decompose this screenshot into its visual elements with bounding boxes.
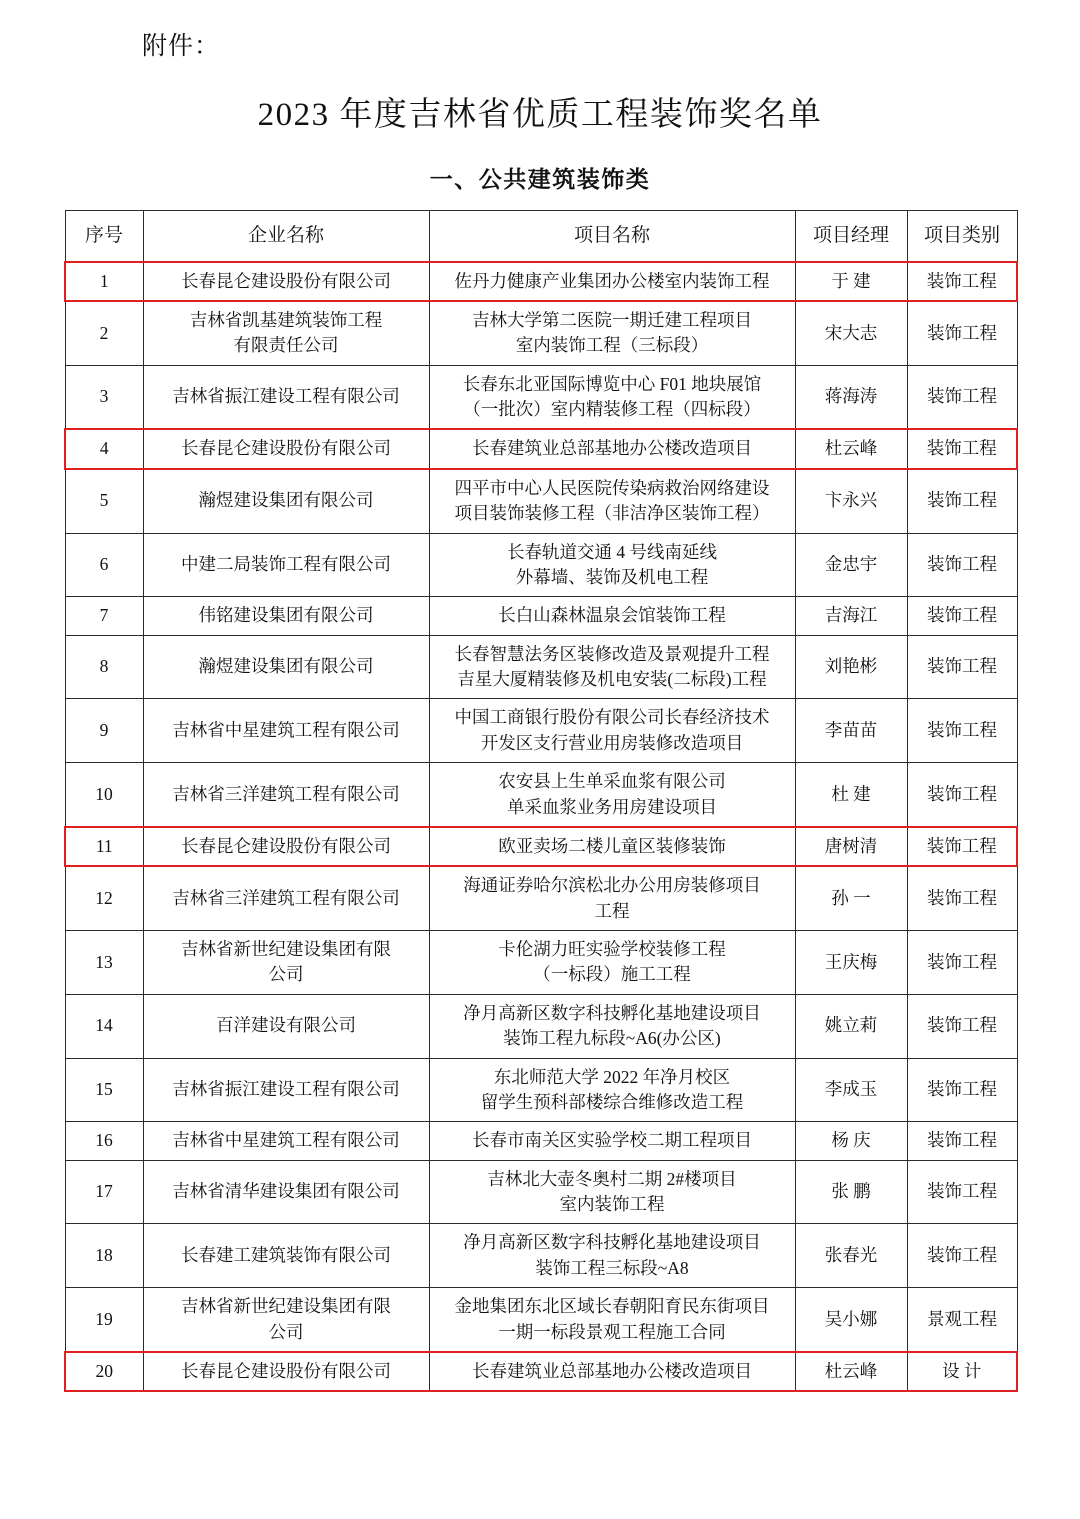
cell-index: 7 — [65, 597, 143, 635]
cell-manager: 唐树清 — [795, 827, 907, 866]
cell-company: 吉林省中星建筑工程有限公司 — [143, 1122, 429, 1160]
cell-manager: 杜云峰 — [795, 429, 907, 468]
table-row — [65, 301, 1017, 365]
column-header-company: 企业名称 — [143, 211, 429, 262]
cell-category: 装饰工程 — [907, 699, 1017, 763]
cell-index: 3 — [65, 365, 143, 429]
cell-company: 长春建工建筑装饰有限公司 — [143, 1224, 429, 1288]
cell-index: 9 — [65, 699, 143, 763]
cell-company: 长春昆仑建设股份有限公司 — [143, 262, 429, 301]
table-row — [65, 827, 1017, 866]
table-row — [65, 365, 1017, 429]
cell-index: 20 — [65, 1352, 143, 1391]
cell-company: 吉林省清华建设集团有限公司 — [143, 1160, 429, 1224]
cell-category: 装饰工程 — [907, 262, 1017, 301]
cell-index: 12 — [65, 866, 143, 930]
table-row — [65, 994, 1017, 1058]
cell-index: 16 — [65, 1122, 143, 1160]
cell-company: 长春昆仑建设股份有限公司 — [143, 827, 429, 866]
cell-manager: 吴小娜 — [795, 1288, 907, 1352]
cell-category: 装饰工程 — [907, 827, 1017, 866]
cell-project: 海通证券哈尔滨松北办公用房装修项目 工程 — [429, 866, 795, 930]
cell-category: 装饰工程 — [907, 994, 1017, 1058]
table-row — [65, 262, 1017, 301]
table-row — [65, 866, 1017, 930]
table-header-row — [65, 211, 1017, 262]
cell-project: 长白山森林温泉会馆装饰工程 — [429, 597, 795, 635]
cell-manager: 于 建 — [795, 262, 907, 301]
cell-index: 6 — [65, 533, 143, 597]
cell-manager: 杨 庆 — [795, 1122, 907, 1160]
table-row — [65, 635, 1017, 699]
cell-company: 瀚煜建设集团有限公司 — [143, 635, 429, 699]
cell-index: 14 — [65, 994, 143, 1058]
cell-category: 装饰工程 — [907, 1122, 1017, 1160]
cell-manager: 张春光 — [795, 1224, 907, 1288]
cell-category: 装饰工程 — [907, 1160, 1017, 1224]
cell-category: 装饰工程 — [907, 533, 1017, 597]
cell-index: 8 — [65, 635, 143, 699]
cell-company: 瀚煜建设集团有限公司 — [143, 469, 429, 533]
cell-company: 长春昆仑建设股份有限公司 — [143, 429, 429, 468]
cell-category: 装饰工程 — [907, 1058, 1017, 1122]
cell-category: 装饰工程 — [907, 301, 1017, 365]
cell-category: 装饰工程 — [907, 1224, 1017, 1288]
cell-company: 吉林省三洋建筑工程有限公司 — [143, 866, 429, 930]
cell-project: 中国工商银行股份有限公司长春经济技术 开发区支行营业用房装修改造项目 — [429, 699, 795, 763]
cell-manager: 姚立莉 — [795, 994, 907, 1058]
cell-project: 长春智慧法务区装修改造及景观提升工程 吉星大厦精装修及机电安装(二标段)工程 — [429, 635, 795, 699]
cell-manager: 杜云峰 — [795, 1352, 907, 1391]
table-row — [65, 533, 1017, 597]
cell-project: 欧亚卖场二楼儿童区装修装饰 — [429, 827, 795, 866]
table-header — [65, 211, 1017, 262]
cell-manager: 金忠宇 — [795, 533, 907, 597]
cell-category: 装饰工程 — [907, 365, 1017, 429]
column-header-project: 项目名称 — [429, 211, 795, 262]
cell-category: 景观工程 — [907, 1288, 1017, 1352]
cell-index: 11 — [65, 827, 143, 866]
cell-index: 19 — [65, 1288, 143, 1352]
cell-manager: 李成玉 — [795, 1058, 907, 1122]
cell-manager: 卞永兴 — [795, 469, 907, 533]
cell-company: 吉林省凯基建筑装饰工程 有限责任公司 — [143, 301, 429, 365]
cell-company: 伟铭建设集团有限公司 — [143, 597, 429, 635]
cell-category: 装饰工程 — [907, 429, 1017, 468]
table-row — [65, 763, 1017, 827]
cell-category: 装饰工程 — [907, 469, 1017, 533]
table-row — [65, 1058, 1017, 1122]
cell-index: 18 — [65, 1224, 143, 1288]
table-row — [65, 1224, 1017, 1288]
cell-project: 长春东北亚国际博览中心 F01 地块展馆 （一批次）室内精装修工程（四标段） — [429, 365, 795, 429]
cell-project: 长春轨道交通 4 号线南延线 外幕墙、装饰及机电工程 — [429, 533, 795, 597]
cell-category: 装饰工程 — [907, 635, 1017, 699]
cell-category: 装饰工程 — [907, 866, 1017, 930]
cell-company: 百洋建设有限公司 — [143, 994, 429, 1058]
award-list-table — [64, 210, 1018, 1392]
page-title: 2023 年度吉林省优质工程装饰奖名单 — [257, 97, 823, 133]
column-header-index: 序号 — [65, 211, 143, 262]
table-row — [65, 699, 1017, 763]
cell-company: 吉林省中星建筑工程有限公司 — [143, 699, 429, 763]
cell-project: 长春建筑业总部基地办公楼改造项目 — [429, 1352, 795, 1391]
cell-company: 吉林省新世纪建设集团有限 公司 — [143, 931, 429, 995]
table-row — [65, 597, 1017, 635]
column-header-category: 项目类别 — [907, 211, 1017, 262]
cell-company: 吉林省新世纪建设集团有限 公司 — [143, 1288, 429, 1352]
cell-company: 吉林省振江建设工程有限公司 — [143, 365, 429, 429]
table-row — [65, 1288, 1017, 1352]
cell-index: 2 — [65, 301, 143, 365]
cell-category: 装饰工程 — [907, 597, 1017, 635]
cell-manager: 孙 一 — [795, 866, 907, 930]
cell-company: 中建二局装饰工程有限公司 — [143, 533, 429, 597]
cell-manager: 张 鹏 — [795, 1160, 907, 1224]
cell-category: 装饰工程 — [907, 763, 1017, 827]
table-row — [65, 429, 1017, 468]
table-row — [65, 469, 1017, 533]
cell-project: 佐丹力健康产业集团办公楼室内装饰工程 — [429, 262, 795, 301]
cell-company: 吉林省三洋建筑工程有限公司 — [143, 763, 429, 827]
cell-project: 长春建筑业总部基地办公楼改造项目 — [429, 429, 795, 468]
cell-project: 金地集团东北区域长春朝阳育民东街项目 一期一标段景观工程施工合同 — [429, 1288, 795, 1352]
table-body — [65, 262, 1017, 1392]
section-title: 一、公共建筑装饰类 — [429, 166, 651, 192]
cell-index: 17 — [65, 1160, 143, 1224]
cell-project: 吉林大学第二医院一期迁建工程项目 室内装饰工程（三标段） — [429, 301, 795, 365]
cell-project: 净月高新区数字科技孵化基地建设项目 装饰工程三标段~A8 — [429, 1224, 795, 1288]
table-row — [65, 1352, 1017, 1391]
cell-manager: 蒋海涛 — [795, 365, 907, 429]
cell-project: 农安县上生单采血浆有限公司 单采血浆业务用房建设项目 — [429, 763, 795, 827]
table-row — [65, 1122, 1017, 1160]
cell-manager: 宋大志 — [795, 301, 907, 365]
cell-index: 4 — [65, 429, 143, 468]
cell-index: 15 — [65, 1058, 143, 1122]
cell-index: 10 — [65, 763, 143, 827]
attachment-label: 附件： — [142, 33, 221, 60]
cell-project: 卡伦湖力旺实验学校装修工程 （一标段）施工工程 — [429, 931, 795, 995]
cell-category: 设 计 — [907, 1352, 1017, 1391]
cell-project: 长春市南关区实验学校二期工程项目 — [429, 1122, 795, 1160]
cell-company: 长春昆仑建设股份有限公司 — [143, 1352, 429, 1391]
cell-manager: 吉海江 — [795, 597, 907, 635]
cell-manager: 王庆梅 — [795, 931, 907, 995]
cell-index: 5 — [65, 469, 143, 533]
cell-project: 吉林北大壶冬奥村二期 2#楼项目 室内装饰工程 — [429, 1160, 795, 1224]
cell-index: 1 — [65, 262, 143, 301]
table-row — [65, 1160, 1017, 1224]
cell-category: 装饰工程 — [907, 931, 1017, 995]
cell-company: 吉林省振江建设工程有限公司 — [143, 1058, 429, 1122]
cell-manager: 杜 建 — [795, 763, 907, 827]
column-header-manager: 项目经理 — [795, 211, 907, 262]
cell-manager: 刘艳彬 — [795, 635, 907, 699]
cell-index: 13 — [65, 931, 143, 995]
cell-project: 东北师范大学 2022 年净月校区 留学生预科部楼综合维修改造工程 — [429, 1058, 795, 1122]
cell-manager: 李苗苗 — [795, 699, 907, 763]
cell-project: 净月高新区数字科技孵化基地建设项目 装饰工程九标段~A6(办公区) — [429, 994, 795, 1058]
cell-project: 四平市中心人民医院传染病救治网络建设 项目装饰装修工程（非洁净区装饰工程） — [429, 469, 795, 533]
table-row — [65, 931, 1017, 995]
